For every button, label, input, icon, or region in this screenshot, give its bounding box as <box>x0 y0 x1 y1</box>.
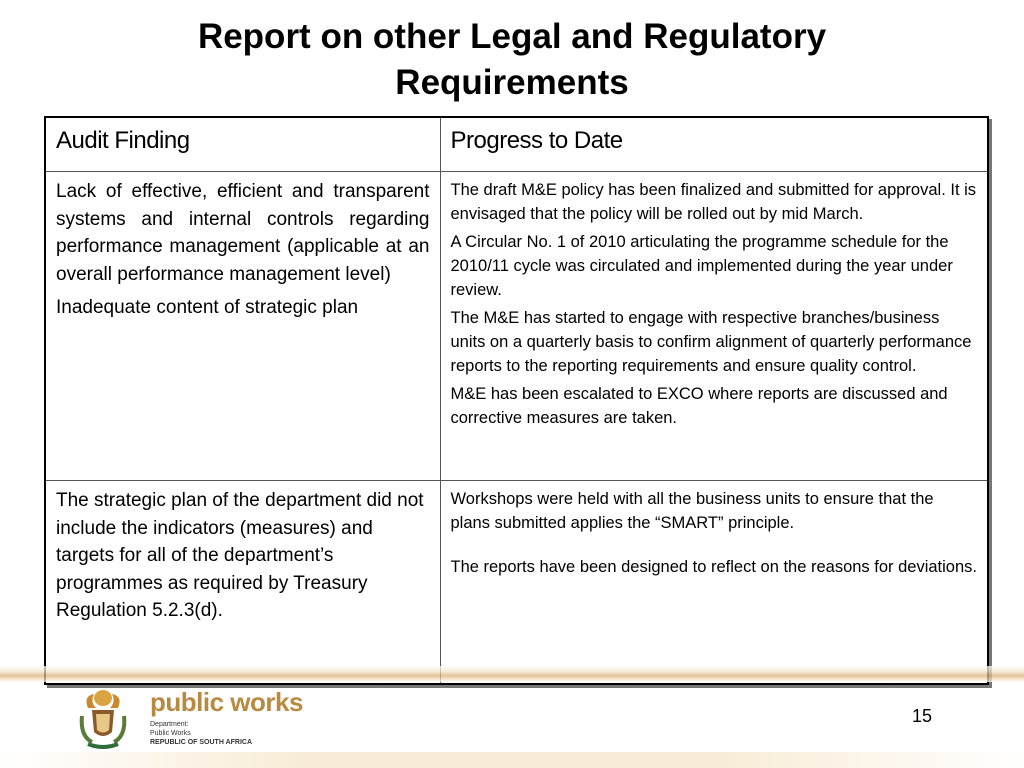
table-header-row <box>45 117 988 172</box>
progress-cell <box>440 172 988 481</box>
brand-line-department: Department: <box>150 721 189 728</box>
bottom-band <box>0 752 1024 768</box>
slide-title <box>0 14 1024 106</box>
progress-text: A Circular No. 1 of 2010 articulating the programme schedule for the 2010/11 cycle was circulated and implemented during the year under review. <box>450 233 953 299</box>
brand-subtitle <box>150 720 303 747</box>
brand-block <box>150 688 303 747</box>
slide-title-line-2: Requirements <box>395 63 629 102</box>
brand-name: public works <box>150 687 303 717</box>
page-number: 15 <box>912 706 933 726</box>
table-row <box>45 481 988 685</box>
progress-text: The reports have been designed to reflect on the reasons for deviations. <box>450 558 977 576</box>
progress-text: M&E has been escalated to EXCO where reports are discussed and corrective measures are taken. <box>450 385 948 427</box>
header-progress-to-date: Progress to Date <box>440 117 988 172</box>
finding-text: Inadequate content of strategic plan <box>56 297 359 318</box>
footer-divider-band <box>0 666 1024 682</box>
finding-cell <box>45 172 440 481</box>
slide-title-line-1: Report on other Legal and Regulatory <box>197 17 827 56</box>
progress-text: The M&E has started to engage with respective branches/business units on a quarterly basis to confirm alignment of quarterly performance reports to the reporting requirements and ensure quality control. <box>450 309 972 375</box>
finding-text: The strategic plan of the department did not include the indicators (measures) and targets for all of the department’s programmes as required by Treasury Regulation 5.2.3(d). <box>56 490 424 621</box>
header-audit-finding: Audit Finding <box>45 117 440 172</box>
table-row <box>45 172 988 481</box>
brand-line-public-works: Public Works <box>150 730 191 737</box>
finding-text: Lack of effective, efficient and transparent systems and internal controls regarding performance management (applicable at an overall performance management level) <box>56 181 430 285</box>
progress-text: Workshops were held with all the business units to ensure that the plans submitted applies the “SMART” principle. <box>450 490 934 532</box>
findings-table <box>44 116 989 685</box>
progress-text: The draft M&E policy has been finalized and submitted for approval. It is envisaged that the policy will be rolled out by mid March. <box>450 181 977 223</box>
progress-cell <box>440 481 988 685</box>
finding-cell <box>45 481 440 685</box>
brand-line-country: REPUBLIC OF SOUTH AFRICA <box>150 739 253 746</box>
coat-of-arms-icon <box>78 686 128 757</box>
